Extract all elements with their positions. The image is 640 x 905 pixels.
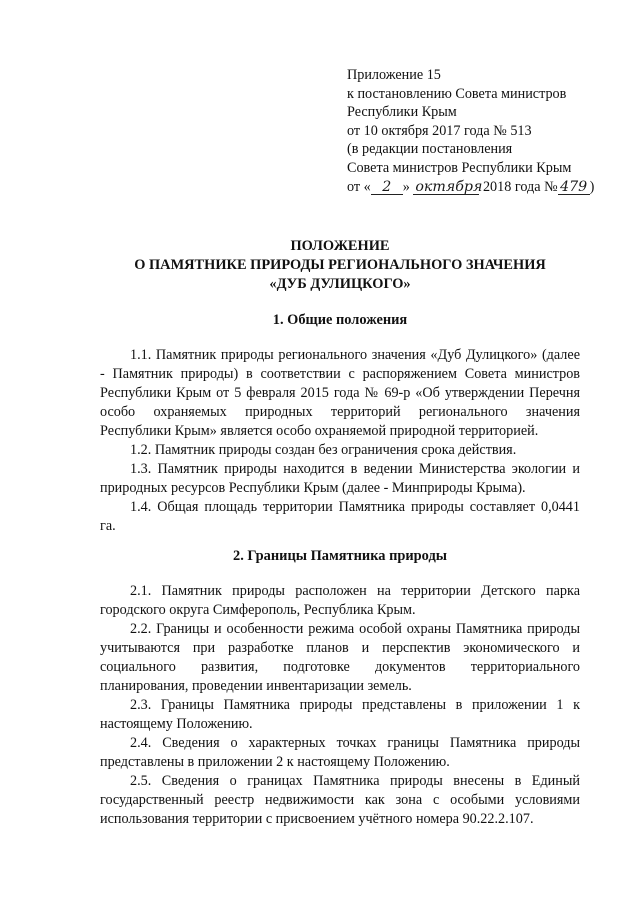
annex-from-prefix: от « — [347, 178, 371, 195]
paragraph-2-1: 2.1. Памятник природы расположен на территории Детского парка городского округа Симферополь, Республика Крым. — [100, 583, 580, 618]
section-1-body — [100, 346, 580, 536]
paragraph-1-4: 1.4. Общая площадь территории Памятника природы составляет 0,0441 га. — [100, 499, 580, 534]
annex-line-4: от 10 октября 2017 года № 513 — [347, 122, 532, 139]
title-line-2: О ПАМЯТНИКЕ ПРИРОДЫ РЕГИОНАЛЬНОГО ЗНАЧЕНИЯ — [134, 257, 546, 273]
annex-mid: » — [402, 178, 410, 195]
paragraph-2-4: 2.4. Сведения о характерных точках границы Памятника природы представлены в приложении 2 к настоящему Положению. — [100, 735, 580, 770]
annex-line-5: (в редакции постановления — [347, 141, 513, 158]
annex-line-1: Приложение 15 — [347, 67, 441, 83]
section-1-heading: 1. Общие положения — [272, 312, 408, 328]
title-line-1: ПОЛОЖЕНИЕ — [290, 238, 390, 254]
annex-block — [347, 66, 597, 196]
annex-line-7: от « 2 » октября 2018 года № 479 ) — [347, 178, 595, 195]
paragraph-1-2: 1.2. Памятник природы создан без ограничения срока действия. — [130, 442, 517, 458]
paragraph-2-5: 2.5. Сведения о границах Памятника природы внесены в Единый государственный реестр недвижимости как зона с особыми условиями использования территории с присвоением учётного номера 90.22.2.107. — [100, 773, 580, 827]
section-2-body — [100, 582, 580, 829]
paragraph-1-1: 1.1. Памятник природы регионального значения «Дуб Дулицкого» (далее - Памятник природы) в соответствии с распоряжением Совета министров Республики Крым от 5 февраля 2015 года № 69-р «Об утверждении Перечня особо охраняемых природных территорий регионального значения Республики Крым» является особо охраняемой природной территорией. — [100, 347, 580, 439]
annex-year-text: 2018 года № — [482, 178, 558, 195]
document-title — [60, 237, 620, 294]
section-2-heading: 2. Границы Памятника природы — [233, 548, 447, 564]
handwritten-month: октября — [415, 178, 483, 195]
annex-line-3: Республики Крым — [347, 104, 457, 121]
annex-line-2: к постановлению Совета министров — [347, 85, 567, 102]
paragraph-2-2: 2.2. Границы и особенности режима особой охраны Памятника природы учитываются при разработке планов и перспектив экономического и социального развития, подготовке документов территориального планирования, проведении инвентаризации земель. — [100, 621, 580, 694]
handwritten-number: 479 — [558, 180, 590, 195]
annex-line-6: Совета министров Республики Крым — [347, 159, 572, 176]
paragraph-2-3: 2.3. Границы Памятника природы представлены в приложении 1 к настоящему Положению. — [100, 697, 580, 732]
title-line-3: «ДУБ ДУЛИЦКОГО» — [269, 276, 411, 292]
paragraph-1-3: 1.3. Памятник природы находится в ведении Министерства экологии и природных ресурсов Республики Крым (далее - Минприроды Крыма). — [100, 461, 580, 496]
handwritten-day: 2 — [371, 180, 403, 195]
